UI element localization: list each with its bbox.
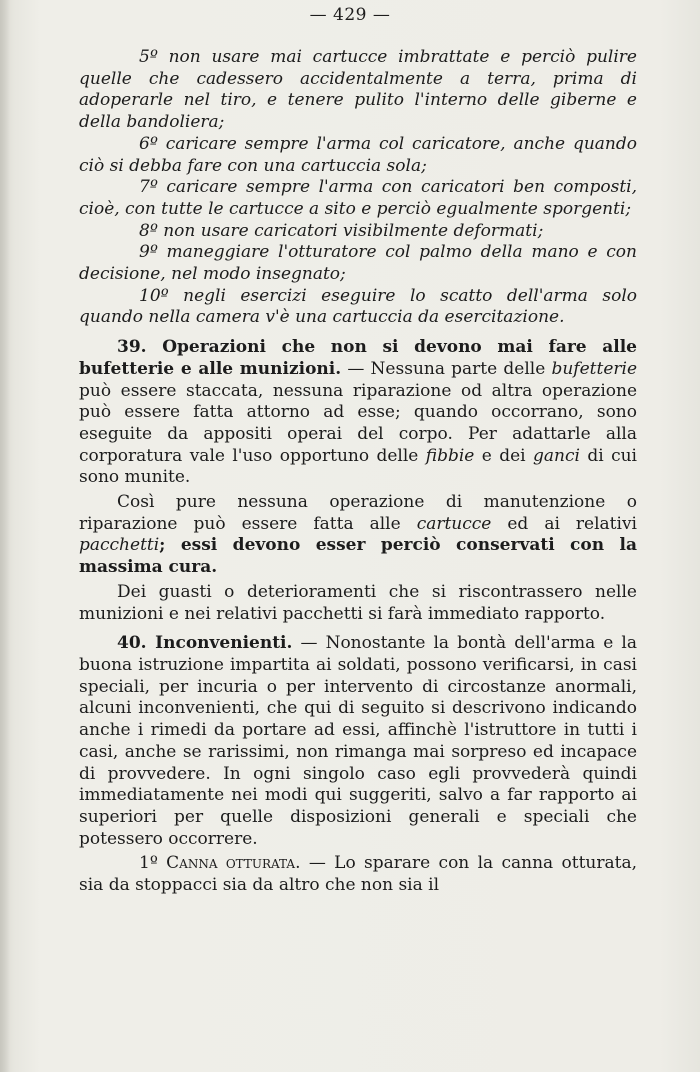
list-item [79,177,637,220]
list-item [79,286,637,329]
section-39-paragraph [79,337,637,489]
text-run: — Nonostante la bontà dell'arma e la buona istruzione impartita ai soldati, possono verificarsi, in casi speciali, per incuria o per intervento di circostanze anormali, alcuni inconvenienti, che qui di seguito si descrivono indicando anche i rimedi da portare ad essi, affinchè l'istruttore in tutti i casi, anche se rarissimi, non rimanga mai sorpreso ed incapace di provvedere. In ogni singolo caso egli provvederà quindi immediatamente nei modi qui suggeriti, salvo a far rapporto ai superiori per quelle disposizioni generali e speciali che potessero occorrere. [79,633,637,849]
page-body [79,47,637,897]
text-run: Così pure nessuna operazione di manutenzione o riparazione può essere fatta alle [79,492,637,534]
inconvenience-item [79,853,637,896]
text-run-italic: fibbie [425,445,475,466]
list-item-text: negli esercizi eseguire lo scatto dell'arma solo quando nella camera v'è una cartuccia da esercitazione. [79,285,637,328]
list-item [79,47,637,134]
gutter-shadow [0,0,10,1072]
text-run: e dei [474,445,534,466]
item-number: 1º [139,853,158,874]
section-40-heading: 40. Inconvenienti. [117,633,293,654]
list-item-number: 9º [139,242,158,263]
text-run: — Nessuna parte delle [341,358,552,379]
list-item [79,242,637,285]
text-run-italic: pacchetti [79,535,160,556]
item-title: Canna otturata. [166,853,301,874]
section-39-heading: 39. Operazioni che non si devono mai fare alle bufetterie e alle munizioni. [79,337,637,379]
list-item-number: 7º [139,177,158,198]
text-run: può essere staccata, nessuna riparazione od altra operazione può essere fatta attorno ad esse; quando occorrano, sono eseguite da appositi operai del corpo. Per adattarle alla corporatura vale l'uso opportuno delle [79,380,637,466]
text-run-italic: cartucce [416,513,492,534]
list-item-text: caricare sempre l'arma col caricatore, anche quando ciò si debba fare con una cartuccia sola; [79,133,637,176]
text-run-italic: bufetterie [551,358,637,379]
list-item-number: 8º [139,220,158,241]
list-item [79,134,637,177]
rules-list [79,47,637,329]
text-run-bold: ; essi devono esser perciò conservati con la massima cura. [79,535,637,578]
list-item-number: 5º [139,47,158,67]
list-item [79,221,637,243]
section-39-paragraph-3: Dei guasti o deterioramenti che si riscontrassero nelle munizioni e nei relativi pacchetti si farà immediato rapporto. [79,581,637,624]
list-item-text: non usare mai cartucce imbrattate e perciò pulire quelle che cadessero accidentalmente a terra, prima di adoperarle nel tiro, e tenere pulito l'interno delle giberne e della bandoliera; [79,47,637,133]
list-item-text: caricare sempre l'arma con caricatori ben composti, cioè, con tutte le cartucce a sito e perciò egualmente sporgenti; [79,177,637,219]
section-39-paragraph-2 [79,492,637,579]
text-run-italic: ganci [533,445,580,466]
list-item-number: 6º [139,133,158,154]
item-text: — Lo sparare con la canna otturata, sia da stoppacci sia da altro che non sia il [79,853,637,896]
section-40-paragraph [79,633,637,850]
list-item-text: non usare caricatori visibilmente deformati; [157,220,544,241]
page-number: — 429 — [309,5,391,25]
list-item-number: 10º [139,285,169,306]
text-run: ed ai relativi [491,513,637,534]
list-item-text: maneggiare l'otturatore col palmo della mano e con decisione, nel modo insegnato; [79,242,637,285]
text-run: di cui sono munite. [79,445,637,488]
